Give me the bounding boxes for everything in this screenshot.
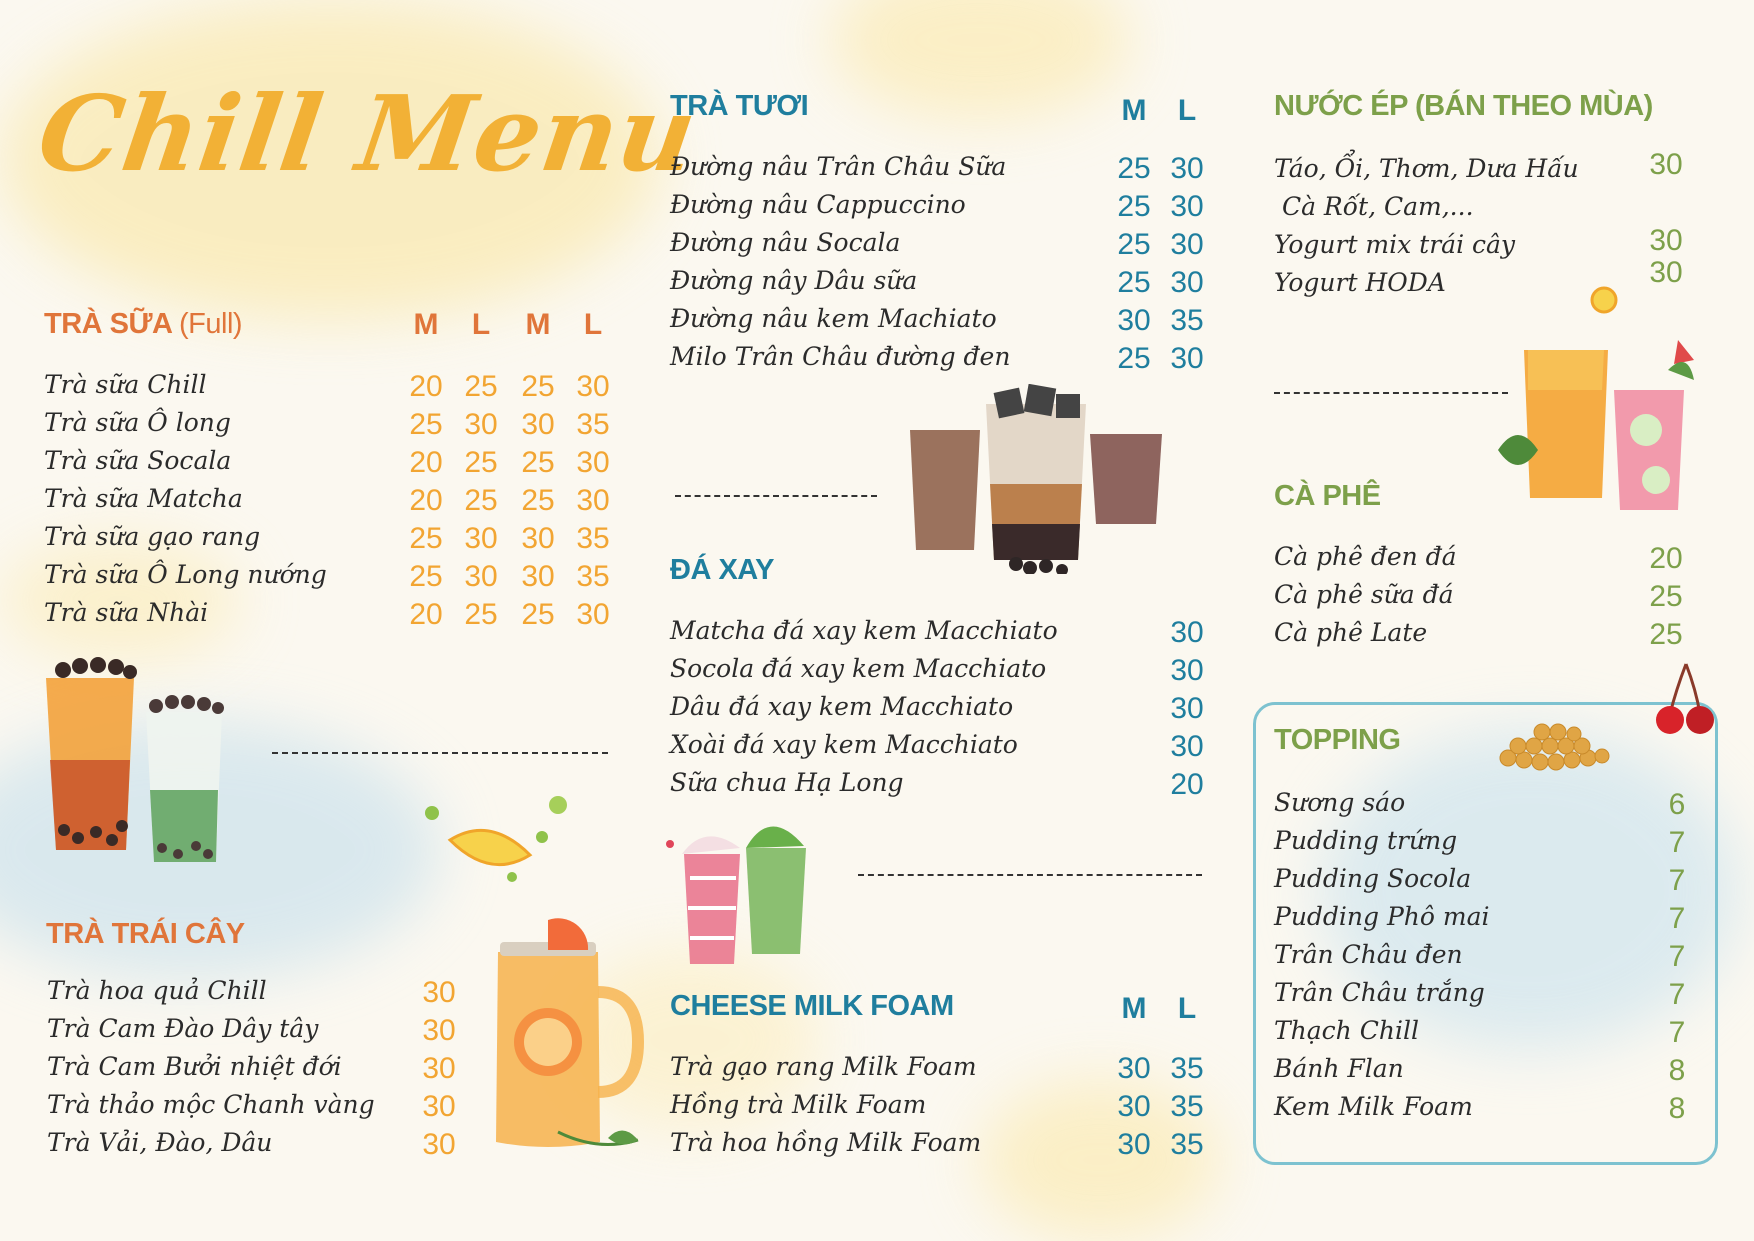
size-header: M [1121,992,1147,1025]
item-name: Cà phê sữa đá [1274,580,1454,609]
item-price: 30 [464,408,498,441]
ca-phe-list [1274,542,1694,656]
size-header: L [1177,94,1197,127]
juice-illustration [1488,280,1698,520]
menu-item [44,560,624,598]
lemon-illustration [420,795,580,885]
mason-jar-illustration [488,912,648,1162]
frappe-illustration [660,808,830,968]
item-price: 30 [1170,152,1204,185]
item-price: 30 [1117,1128,1151,1161]
menu-item [44,598,624,636]
watercolor-wash [830,0,1130,120]
menu-item [1274,542,1694,580]
item-name: Pudding Socola [1274,864,1472,893]
dashed-divider [858,874,1202,876]
item-price: 35 [576,560,610,593]
size-header: L [583,308,603,341]
item-price: 30 [1117,1052,1151,1085]
item-name: Trà gạo rang Milk Foam [670,1052,977,1081]
item-name: Socola đá xay kem Macchiato [670,654,1047,683]
item-price: 30 [422,1128,456,1161]
item-name: Trà sữa Matcha [44,484,243,513]
item-price: 25 [1117,266,1151,299]
dashed-divider [675,495,877,497]
item-price: 35 [576,522,610,555]
item-name: Trà Cam Bưởi nhiệt đới [47,1052,342,1081]
item-price: 25 [464,446,498,479]
menu-item [1274,826,1694,864]
size-header: L [1177,992,1197,1025]
item-price: 25 [409,408,443,441]
item-price: 30 [576,446,610,479]
item-price: 30 [422,1052,456,1085]
item-price: 35 [1170,1090,1204,1123]
item-name: Trà Vải, Đào, Dâu [47,1128,273,1157]
menu-title: Chill Menu [31,72,705,195]
item-price: 7 [1668,1016,1686,1049]
menu-item [670,1052,1220,1090]
item-price: 20 [1170,768,1204,801]
item-name: Trà sữa gạo rang [44,522,261,551]
item-price: 25 [521,446,555,479]
bubble-tea-illustration [38,650,238,870]
menu-item [670,1090,1220,1128]
menu-item [44,370,624,408]
item-price: 25 [1649,618,1683,651]
item-price: 30 [1170,730,1204,763]
item-price: 20 [409,484,443,517]
dashed-divider [1274,392,1508,394]
item-price: 30 [521,408,555,441]
item-name: Đường nâu Cappuccino [670,190,966,219]
item-price: 25 [464,370,498,403]
item-name: Trà Cam Đào Dây tây [47,1014,319,1043]
item-name: Đường nâu Socala [670,228,901,257]
item-price: 30 [1649,148,1683,181]
menu-item [47,1128,467,1166]
section-title-ca-phe: CÀ PHÊ [1274,480,1381,512]
item-name: Yogurt mix trái cây [1274,230,1516,259]
item-price: 30 [521,560,555,593]
menu-item [670,304,1220,342]
item-name: Kem Milk Foam [1274,1092,1473,1121]
item-price: 20 [409,446,443,479]
item-name: Pudding trứng [1274,826,1458,855]
boba-pearls-icon [1488,712,1618,772]
item-name: Cà phê Late [1274,618,1428,647]
tra-sua-title: TRÀ SỮA [44,308,172,340]
item-price: 6 [1668,788,1686,821]
menu-item [1274,192,1694,230]
size-header: M [525,308,551,341]
menu-item [1274,1092,1694,1130]
section-title-nuoc-ep: NƯỚC ÉP (BÁN THEO MÙA) [1274,90,1653,122]
tra-tuoi-list [670,152,1220,380]
menu-item [1274,902,1694,940]
item-price: 8 [1668,1092,1686,1125]
item-price: 25 [1117,342,1151,375]
item-name: Milo Trân Châu đường đen [670,342,1011,371]
cherry-icon [1652,660,1722,740]
item-price: 35 [576,408,610,441]
item-name: Dâu đá xay kem Macchiato [670,692,1014,721]
size-header: L [471,308,491,341]
da-xay-list [670,616,1220,806]
brown-sugar-drinks-illustration [906,384,1166,574]
menu-item [1274,788,1694,826]
item-price: 7 [1668,978,1686,1011]
item-name: Táo, Ổi, Thơm, Dưa Hấu [1274,154,1579,183]
menu-item [44,484,624,522]
item-name: Bánh Flan [1274,1054,1404,1083]
topping-list [1274,788,1694,1130]
item-name: Trân Châu trắng [1274,978,1485,1007]
item-price: 25 [521,598,555,631]
tra-trai-cay-list [47,976,467,1166]
item-price: 30 [576,484,610,517]
menu-item [47,976,467,1014]
item-name: Pudding Phô mai [1274,902,1490,931]
menu-item [1274,224,1694,268]
menu-item [1274,978,1694,1016]
item-price: 35 [1170,1128,1204,1161]
menu-item [670,342,1220,380]
item-price: 25 [464,484,498,517]
item-name: Sữa chua Hạ Long [670,768,904,797]
item-name: Trà hoa hồng Milk Foam [670,1128,982,1157]
menu-item [47,1052,467,1090]
dashed-divider [272,752,608,754]
section-title-topping: TOPPING [1274,724,1401,756]
item-name: Trân Châu đen [1274,940,1463,969]
menu-item [1274,864,1694,902]
item-name: Trà sữa Socala [44,446,232,475]
item-name: Thạch Chill [1274,1016,1419,1045]
item-price: 25 [464,598,498,631]
item-name: Trà hoa quả Chill [47,976,267,1005]
item-name: Trà sữa Nhài [44,598,209,627]
menu-item [44,408,624,446]
item-price: 30 [464,522,498,555]
menu-item [670,228,1220,266]
item-price: 25 [521,370,555,403]
item-name: Đường nâu Trân Châu Sữa [670,152,1007,181]
item-price: 7 [1668,826,1686,859]
item-price: 30 [576,370,610,403]
item-name: Cà phê đen đá [1274,542,1457,571]
item-price: 25 [409,522,443,555]
tra-sua-list [44,370,624,636]
item-name: Xoài đá xay kem Macchiato [670,730,1018,759]
menu-item [670,730,1220,768]
item-name: Trà sữa Chill [44,370,207,399]
item-name: Yogurt HODA [1274,268,1446,297]
item-name: Đường nây Dâu sữa [670,266,918,295]
tra-sua-title-suffix: (Full) [179,308,243,340]
item-name: Matcha đá xay kem Macchiato [670,616,1058,645]
menu-item [1274,580,1694,618]
menu-item [670,266,1220,304]
item-price: 20 [409,370,443,403]
menu-item [1274,1016,1694,1054]
item-price: 25 [409,560,443,593]
item-price: 30 [1170,266,1204,299]
item-price: 7 [1668,902,1686,935]
item-price: 30 [1170,228,1204,261]
section-title-tra-trai-cay: TRÀ TRÁI CÂY [46,918,245,950]
menu-item [1274,618,1694,656]
menu-item [1274,940,1694,978]
menu-item [670,768,1220,806]
menu-item [670,190,1220,228]
item-price: 25 [1649,580,1683,613]
menu-item [670,152,1220,190]
item-price: 30 [1170,616,1204,649]
item-name: Trà sữa Ô long [44,408,231,437]
menu-item [47,1014,467,1052]
item-price: 30 [1117,1090,1151,1123]
item-price: 30 [1649,256,1683,289]
item-price: 30 [422,1090,456,1123]
cheese-milk-foam-list [670,1052,1220,1166]
section-title-tra-sua [44,308,242,341]
section-title-da-xay: ĐÁ XAY [670,554,774,586]
item-name: Đường nâu kem Machiato [670,304,997,333]
item-price: 25 [521,484,555,517]
item-name: Cà Rốt, Cam,... [1274,192,1474,221]
item-price: 25 [1117,228,1151,261]
menu-item [1274,148,1694,192]
menu-item [1274,1054,1694,1092]
item-price: 25 [1117,190,1151,223]
item-name: Trà sữa Ô Long nướng [44,560,327,589]
item-price: 7 [1668,940,1686,973]
size-header: M [1121,94,1147,127]
item-price: 30 [464,560,498,593]
item-name: Trà thảo mộc Chanh vàng [47,1090,375,1119]
item-price: 30 [1170,692,1204,725]
item-name: Hồng trà Milk Foam [670,1090,927,1119]
menu-item [670,616,1220,654]
menu-item [47,1090,467,1128]
item-price: 35 [1170,1052,1204,1085]
size-header: M [413,308,439,341]
item-price: 25 [1117,152,1151,185]
section-title-tra-tuoi: TRÀ TƯƠI [670,90,809,122]
item-price: 8 [1668,1054,1686,1087]
item-price: 30 [1649,224,1683,257]
item-price: 7 [1668,864,1686,897]
item-price: 30 [1170,190,1204,223]
item-price: 30 [1170,342,1204,375]
menu-item [670,692,1220,730]
item-price: 20 [409,598,443,631]
menu-item [44,522,624,560]
item-price: 30 [422,1014,456,1047]
item-price: 30 [422,976,456,1009]
item-price: 30 [1117,304,1151,337]
item-price: 20 [1649,542,1683,575]
item-price: 30 [521,522,555,555]
menu-item [44,446,624,484]
section-title-cheese-milk-foam: CHEESE MILK FOAM [670,990,954,1022]
item-price: 30 [576,598,610,631]
item-name: Sương sáo [1274,788,1406,817]
item-price: 30 [1170,654,1204,687]
menu-item [670,1128,1220,1166]
item-price: 35 [1170,304,1204,337]
menu-item [670,654,1220,692]
